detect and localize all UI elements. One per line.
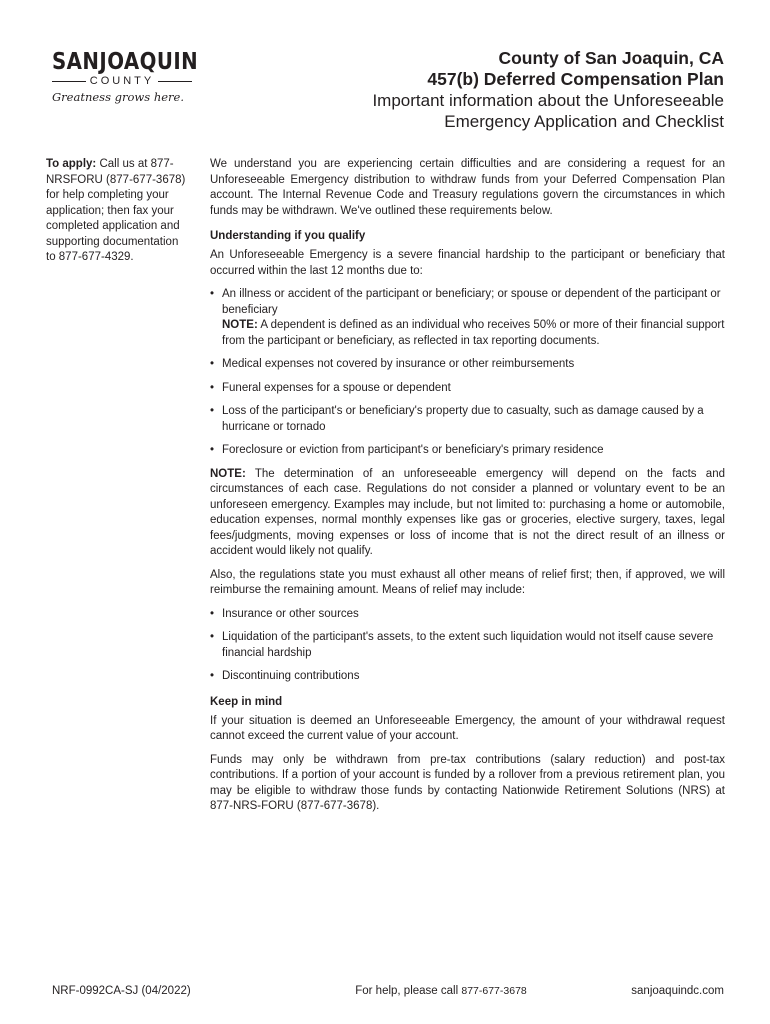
keep-paragraph-2: Funds may only be withdrawn from pre-tax contributions (salary reduction) and post-tax contributions. If a portion of your account is funded by a rollover from a previous retirement plan, you may be eligible to withdraw those funds by contacting Nationwide Retirement Solutions (NRS) at 877-NRS-FORU (877-677-3678).: [210, 753, 725, 812]
bullet-icon: •: [210, 358, 215, 370]
list-item: [210, 607, 725, 623]
qualify-paragraph: An Unforeseeable Emergency is a severe financial hardship to the participant or beneficiary that occurred within the last 12 months due to:: [210, 249, 725, 277]
list-item: [210, 669, 725, 685]
keep-in-mind-heading: Keep in mind: [210, 695, 283, 708]
qualify-list: [210, 287, 725, 459]
relief-bullet-3: Discontinuing contributions: [222, 670, 360, 682]
qualify-bullet-1: An illness or accident of the participant or beneficiary; or spouse or dependent of the participant or beneficiary: [222, 288, 721, 316]
page-footer: [46, 985, 724, 997]
list-item: [210, 357, 725, 373]
main-content: [210, 157, 725, 823]
dependent-note-text: A dependent is defined as an individual who receives 50% or more of their financial support from the participant or beneficiary, as reflected in tax reporting documents.: [222, 319, 725, 347]
list-item: [210, 287, 725, 349]
list-item: [210, 404, 725, 435]
apply-sidebar: [46, 157, 186, 266]
list-item: [210, 381, 725, 397]
relief-paragraph: Also, the regulations state you must exhaust all other means of relief first; then, if approved, we will reimburse the remaining amount. Means of relief may include:: [210, 568, 725, 596]
bullet-icon: •: [210, 670, 215, 682]
website-text: sanjoaquindc.com: [631, 985, 724, 997]
dependent-note-label: NOTE:: [222, 319, 258, 331]
logo-county-line: [52, 75, 192, 87]
logo-rule-right: [158, 81, 192, 82]
relief-bullet-1: Insurance or other sources: [222, 607, 359, 620]
qualify-bullet-5: Foreclosure or eviction from participant's or beneficiary's primary residence: [222, 444, 604, 456]
logo-wordmark: SANJOAQUIN: [52, 49, 199, 75]
bullet-icon: •: [210, 444, 215, 456]
bullet-icon: •: [210, 288, 215, 300]
logo-rule-left: [52, 81, 86, 82]
header-org: County of San Joaquin, CA: [498, 48, 724, 68]
qualify-bullet-4: Loss of the participant's or beneficiary's property due to casualty, such as damage caused by a hurricane or tornado: [222, 405, 704, 433]
bullet-icon: •: [210, 607, 215, 620]
determination-note-label: NOTE:: [210, 467, 246, 480]
help-text: For help, please call: [355, 985, 459, 997]
logo-county-text: COUNTY: [89, 75, 155, 87]
qualify-heading: Understanding if you qualify: [210, 230, 366, 242]
header-subtitle-line-1: Important information about the Unforeseeable: [372, 91, 724, 110]
bullet-icon: •: [210, 631, 215, 643]
relief-list: [210, 607, 725, 685]
relief-bullet-2: Liquidation of the participant's assets, to the extent such liquidation would not itself cause severe financial hardship: [222, 631, 714, 659]
list-item: [210, 443, 725, 459]
document-header: [254, 48, 724, 132]
help-line: [355, 985, 527, 997]
apply-text: Call us at 877-NRSFORU (877-677-3678) for help completing your application; then fax your completed application and supporting documentation to 877-677-4329.: [46, 158, 186, 263]
form-id: NRF-0992CA-SJ (04/2022): [52, 985, 191, 997]
list-item: [210, 630, 725, 661]
qualify-bullet-2: Medical expenses not covered by insurance or other reimbursements: [222, 358, 575, 370]
apply-label: To apply:: [46, 158, 97, 170]
header-subtitle-line-2: Emergency Application and Checklist: [444, 112, 724, 131]
help-phone: 877-677-3678: [461, 985, 527, 997]
qualify-bullet-3: Funeral expenses for a spouse or dependent: [222, 381, 451, 394]
keep-paragraph-1: If your situation is deemed an Unforeseeable Emergency, the amount of your withdrawal request cannot exceed the current value of your account.: [210, 714, 725, 742]
bullet-icon: •: [210, 405, 215, 417]
bullet-icon: •: [210, 381, 215, 394]
determination-note: [210, 467, 725, 560]
determination-note-text: The determination of an unforeseeable emergency will depend on the facts and circumstances of each case. Regulations do not consider a planned or voluntary event to be an unforeseen emergency. Examples may include, but not limited to: purchasing a home or automobile, education expenses, normal monthly expenses like gas or groceries, elective surgery, taxes, legal fees/judgments, moving expenses or loss of income that is not the direct result of an illness or accident would likely not qualify.: [210, 467, 725, 557]
intro-paragraph: We understand you are experiencing certain difficulties and are considering a request for an Unforeseeable Emergency distribution to withdraw funds from your Deferred Compensation Plan account. The Internal Revenue Code and Treasury regulations govern the circumstances in which funds may be withdrawn. We've outlined these requirements below.: [210, 158, 725, 217]
logo-tagline: Greatness grows here.: [52, 90, 184, 104]
san-joaquin-county-logo: [52, 49, 199, 104]
header-plan: 457(b) Deferred Compensation Plan: [427, 69, 724, 89]
